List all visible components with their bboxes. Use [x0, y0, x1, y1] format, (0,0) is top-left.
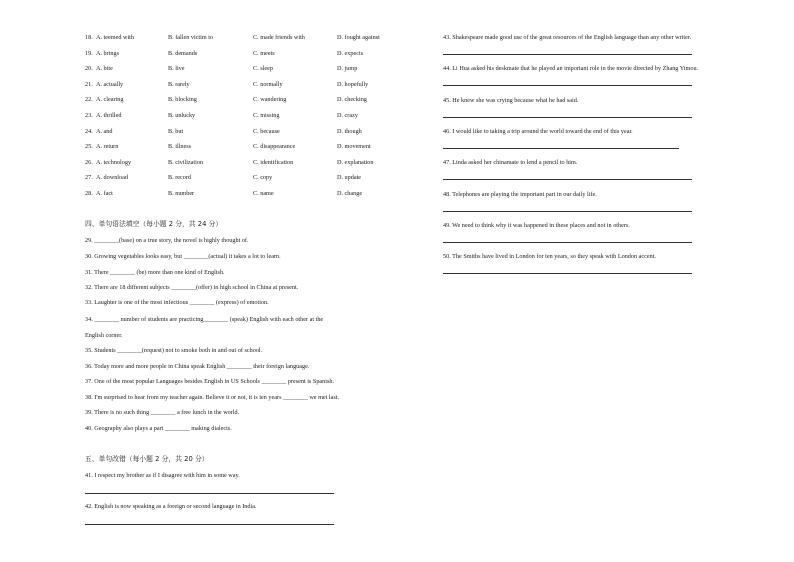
choice-option-c: C. missing — [253, 112, 280, 119]
choice-option-d: D. crazy — [337, 112, 358, 119]
choice-option-d: D. checking — [337, 96, 367, 104]
choice-option-d: D. jump — [337, 65, 358, 73]
choice-option-c: C. identification — [253, 158, 294, 166]
question-number: 23. — [85, 112, 93, 119]
choice-option-a: A. clearing — [96, 96, 124, 104]
choice-option-d: D. expects — [337, 49, 364, 57]
answer-line — [443, 117, 692, 118]
question-number: 27. — [85, 174, 93, 182]
choice-option-d: D. fought against — [337, 34, 380, 41]
choice-option-a: A. actually — [96, 80, 124, 88]
choice-option-c: C. normally — [253, 80, 283, 88]
question-number: 26. — [85, 158, 93, 166]
choice-option-a: A. return — [96, 143, 119, 151]
choice-option-d: D. explanation — [337, 158, 374, 166]
correction-item: 47. Linda asked her chinamate to lend a pencil to him. — [443, 159, 578, 167]
choice-option-a: A. bite — [96, 65, 113, 73]
choice-option-b: B. illness — [168, 143, 192, 151]
choice-option-d: D. though — [337, 127, 362, 135]
grammar-item: 29. ________(base) on a true story, the novel is highly thought of. — [85, 237, 249, 244]
question-number: 21. — [85, 80, 93, 88]
choice-option-a: A. and — [96, 127, 113, 135]
choice-option-b: B. record — [168, 174, 192, 182]
answer-line — [443, 54, 692, 55]
grammar-item: 39. There is no such thing ________ a free lunch in the world. — [85, 409, 240, 416]
choice-option-b: B. live — [168, 65, 185, 73]
choice-option-c: C. copy — [253, 174, 273, 182]
correction-item: 43. Shakespeare made good use of the great resources of the English language than any other writer. — [443, 34, 692, 41]
choice-option-b: B. blocking — [168, 96, 197, 104]
choice-option-a: A. technology — [96, 158, 132, 166]
grammar-item: 37. One of the most popular Languages besides English in US Schools ________ present is Spanish. — [85, 378, 335, 385]
correction-item: 48. Telephones are playing the important part in our daily life. — [443, 190, 597, 198]
choice-option-c: C. name — [253, 190, 274, 197]
choice-option-d: D. update — [337, 174, 362, 182]
answer-line — [85, 493, 334, 494]
answer-line — [443, 211, 692, 212]
correction-item: 41. I respect my brother as if I disagree with him in some way. — [85, 472, 240, 479]
choice-option-a: A. download — [96, 174, 128, 182]
grammar-item: 32. There are 18 different subjects ________(offer) in high school in China at present. — [85, 284, 299, 291]
answer-line — [443, 179, 692, 180]
choice-option-c: C. because — [253, 127, 280, 135]
grammar-item: 40. Geography also plays a part ________ making dialects. — [85, 425, 232, 432]
grammar-item: 36. Today more and more people in China speak English ________ their foreign language. — [85, 363, 310, 370]
grammar-item: English corner. — [85, 332, 123, 339]
answer-line — [85, 524, 334, 525]
choice-option-c: C. wandering — [253, 96, 287, 104]
choice-option-b: B. but — [168, 127, 184, 135]
correction-item: 45. He knew she was crying because what he had said. — [443, 96, 579, 104]
question-number: 20. — [85, 65, 93, 73]
choice-option-c: C. disappearance — [253, 143, 296, 151]
grammar-item: 30. Growing vegetables looks easy, but ________(actual) it takes a lot to learn. — [85, 253, 281, 260]
choice-option-a: A. brings — [96, 49, 120, 57]
choice-option-a: A. fact — [96, 190, 113, 197]
choice-option-c: C. sleep — [253, 65, 273, 73]
choice-option-d: D. change — [337, 190, 363, 197]
answer-line — [443, 242, 692, 243]
answer-line — [443, 148, 679, 149]
question-number: 18. — [85, 34, 93, 41]
choice-option-b: B. rarely — [168, 80, 190, 88]
correction-item: 42. English is now speaking as a foreign or second language in India. — [85, 503, 257, 510]
choice-option-c: C. meets — [253, 49, 275, 57]
choice-option-b: B. number — [168, 190, 195, 197]
correction-item: 46. I would like to taking a trip around the world toward the end of this year. — [443, 127, 633, 135]
grammar-item: 33. Laughter is one of the most infectious ________ (express) of emotion. — [85, 299, 269, 306]
choice-option-a: A. thrilled — [96, 112, 122, 119]
choice-option-c: C. made friends with — [253, 34, 305, 41]
grammar-item: 31. There ________ (be) more than one kind of English. — [85, 269, 225, 276]
choice-option-b: B. civilization — [168, 158, 204, 166]
choice-option-a: A. teemed with — [96, 34, 134, 41]
question-number: 22. — [85, 96, 93, 104]
grammar-item: 35. Students ________(request) not to smoke both in and out of school. — [85, 347, 263, 354]
grammar-item: 38. I'm surprised to hear from my teacher again. Believe it or not, it is ten years ________ we met last. — [85, 394, 340, 401]
choice-option-d: D. hopefully — [337, 80, 369, 88]
question-number: 19. — [85, 49, 93, 57]
choice-option-b: B. fallen victim to — [168, 34, 214, 41]
grammar-item: 34. ________ number of students are practicing________ (speak) English with each other at the — [85, 316, 324, 323]
section4-heading: 四、单句语法填空（每小题 2 分，共 24 分） — [85, 220, 223, 228]
choice-option-d: D. movement — [337, 143, 371, 151]
correction-item: 49. We need to think why it was happened in these places and not in others. — [443, 221, 630, 229]
correction-item: 50. The Smiths have lived in London for ten years, so they speak with London accent. — [443, 253, 656, 261]
answer-line — [443, 273, 692, 274]
question-number: 24. — [85, 127, 93, 135]
question-number: 25. — [85, 143, 93, 151]
correction-item: 44. Li Hua asked his deskmate that he played an important role in the movie directed by Zhang Yimou. — [443, 65, 699, 73]
answer-line — [443, 85, 692, 86]
section5-heading: 五、单句改错（每小题 2 分，共 20 分） — [85, 455, 209, 463]
choice-option-b: B. demands — [168, 49, 198, 57]
choice-option-b: B. unlucky — [168, 112, 196, 119]
question-number: 28. — [85, 190, 93, 197]
